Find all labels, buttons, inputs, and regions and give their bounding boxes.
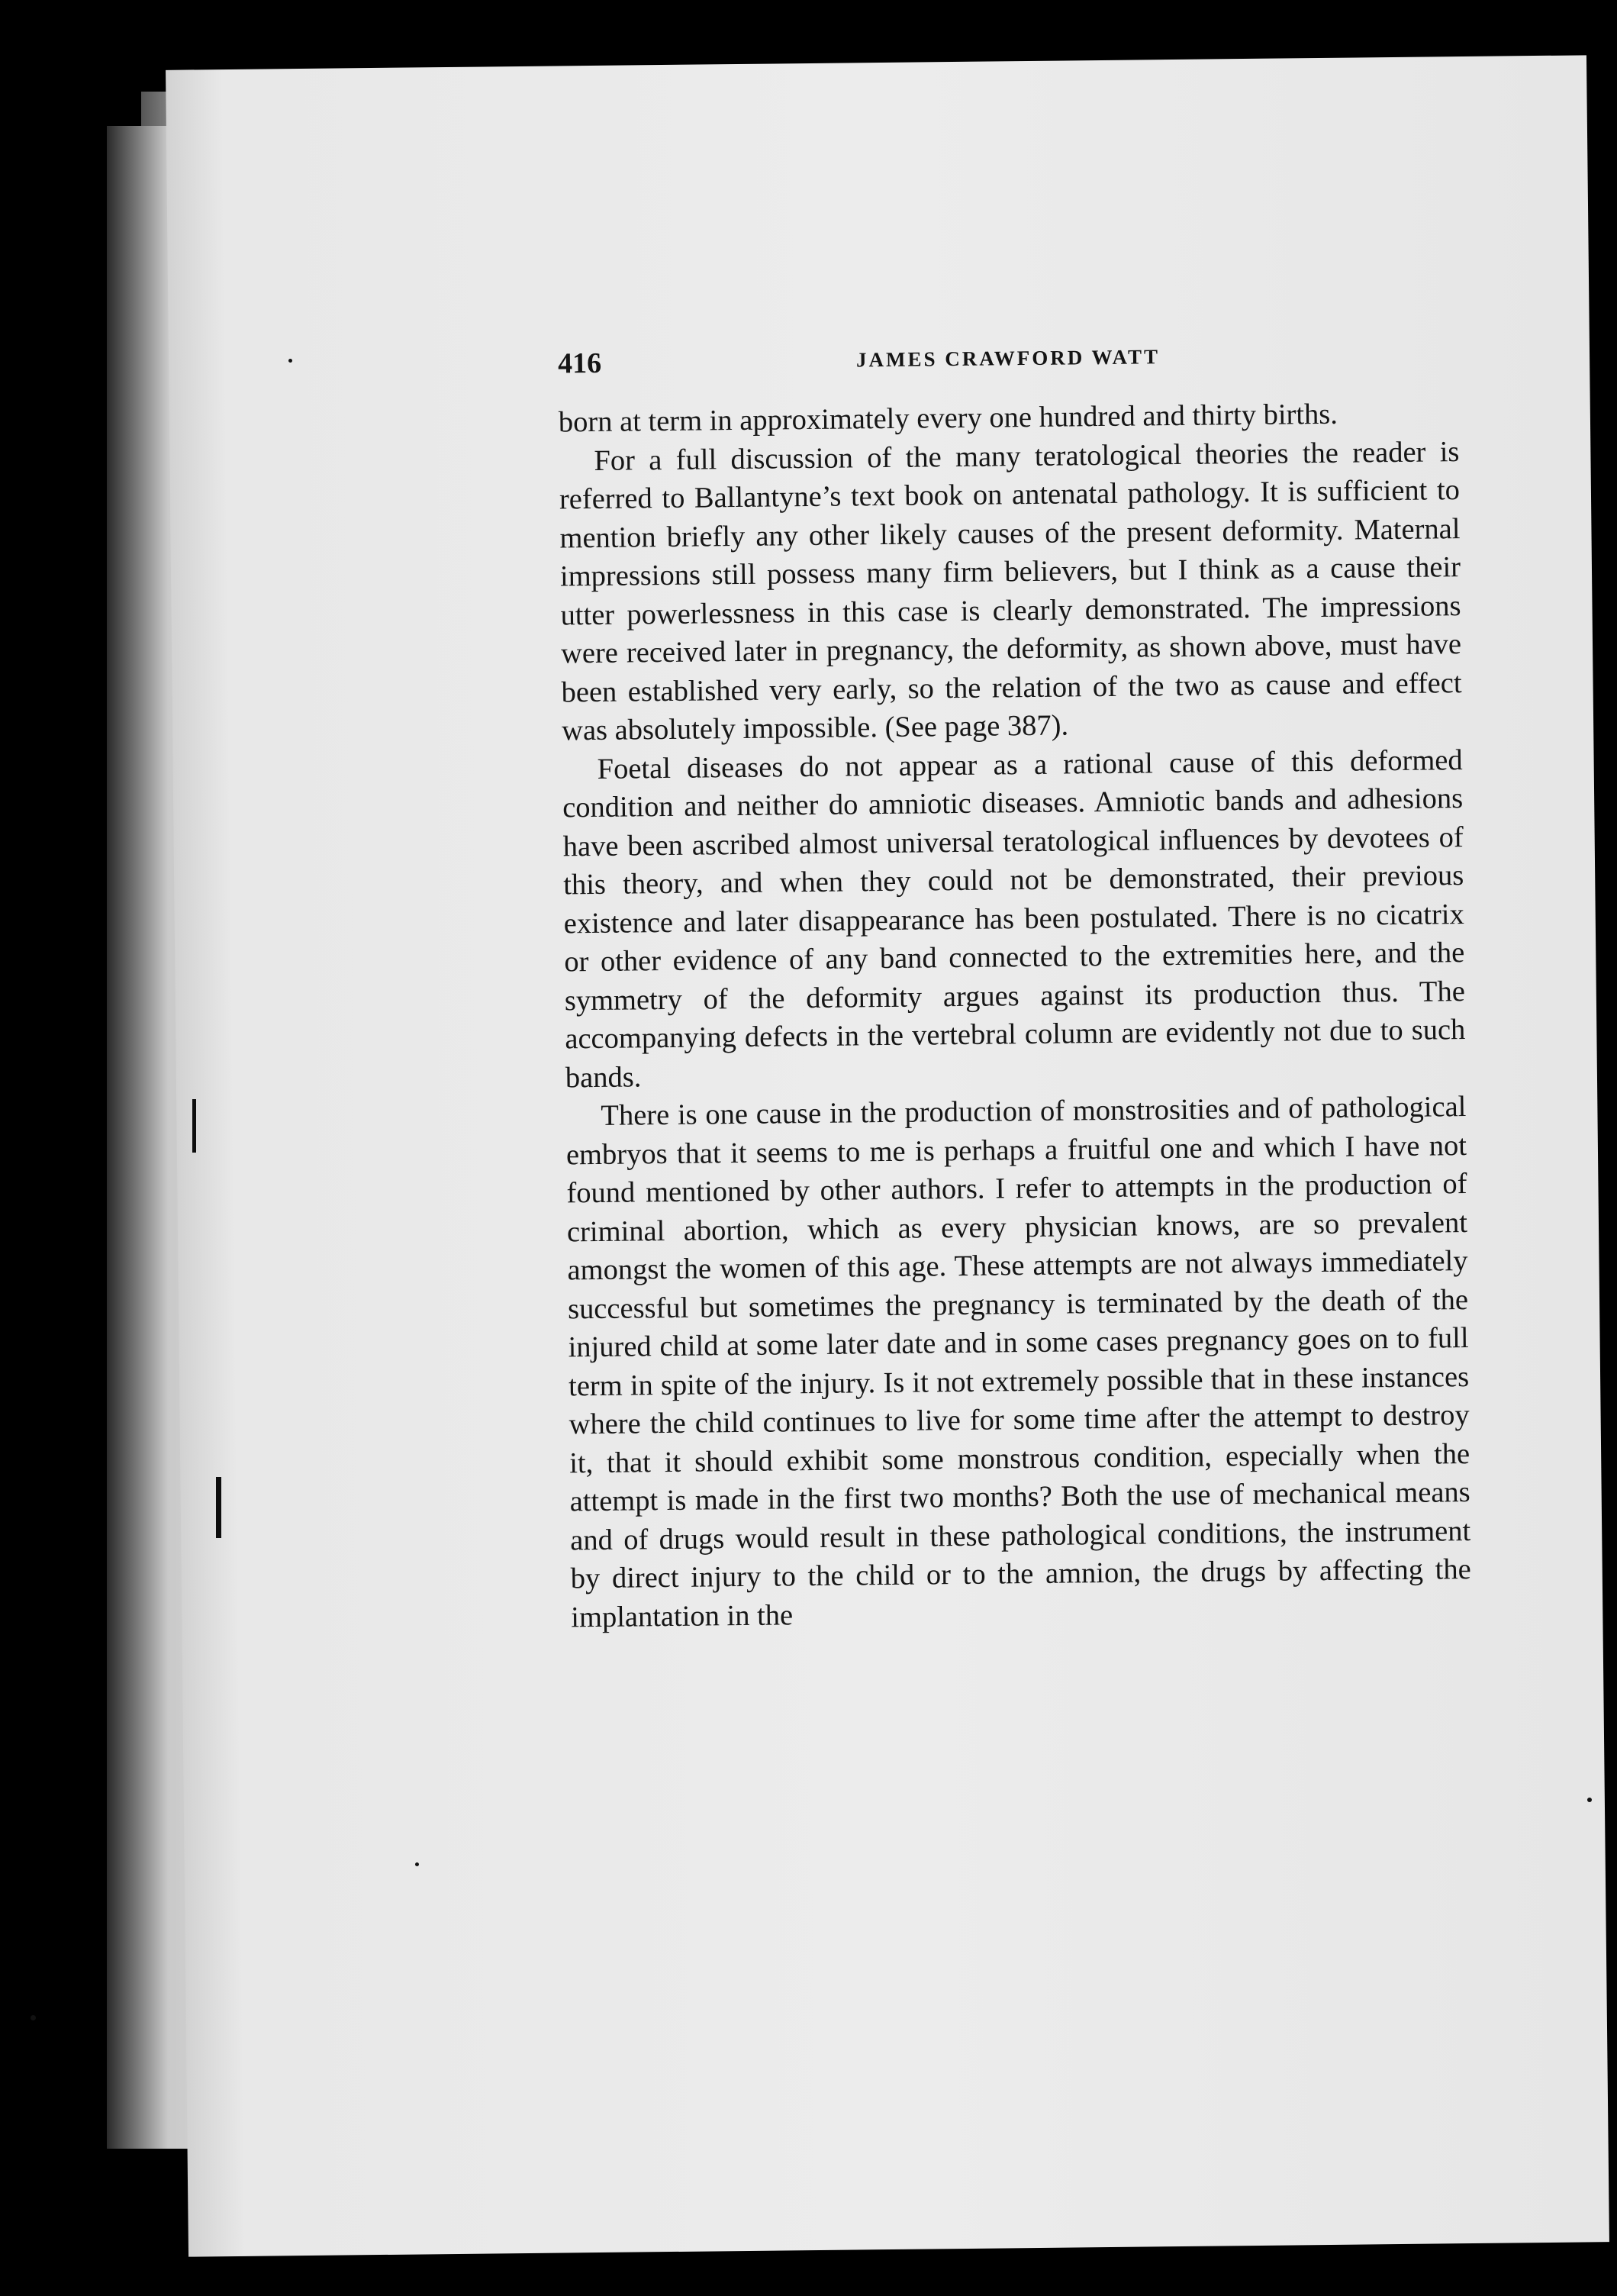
scan-artifact-mark-2 — [192, 1099, 196, 1153]
paragraph-1: born at term in approximately every one hundred and thirty births. — [558, 398, 1338, 439]
book-page — [166, 55, 1609, 2256]
scan-speck-2 — [415, 1862, 419, 1866]
text-block — [558, 337, 1472, 1637]
scan-speck — [288, 359, 292, 363]
body-text — [559, 394, 1472, 1637]
scan-speck-4 — [1587, 1798, 1592, 1802]
scan-speck-3 — [31, 2015, 36, 2020]
running-head — [558, 337, 1459, 392]
paragraph-3: Foetal diseases do not appear as a rational cause of this deformed condition and neither do amniotic diseases. Amniotic bands and adhesions have been ascribed almost universal teratological influences by devotees of this theory, and when they could not be demonstrated, their previous existence and later disappearance has been postulated. There is no cicatrix or other evidence of any band connected to the extremities here, and the symmetry of the deformity argues against its production thus. The accompanying defects in the vertebral column are evidently not due to such bands. — [562, 743, 1466, 1094]
scan-artifact-mark — [216, 1477, 221, 1538]
page-number: 416 — [557, 347, 602, 380]
running-title: JAMES CRAWFORD WATT — [855, 345, 1161, 372]
paragraph-2: For a full discussion of the many teratological theories the reader is referred to Ballantyne’s text book on antenatal pathology. It is sufficient to mention briefly any other likely causes of the present deformity. Maternal impressions still possess many firm believers, but I think as a cause their utter powerlessness in this case is clearly demonstrated. The impressions were received later in pregnancy, the deformity, as shown above, must have been established very early, so the relation of the two as cause and effect was absolutely impossible. (See page 387). — [559, 435, 1462, 747]
paragraph-4: There is one cause in the production of monstrosities and of pathological embryos that it seems to me is perhaps a fruitful one and which I have not found mentioned by other authors. I refer to attempts in the production of criminal abortion, which as every physician knows, are so prevalent amongst the women of this age. These attempts are not always immediately successful but sometimes the pregnancy is terminated by the death of the injured child at some later date and in some cases pregnancy goes on to full term in spite of the injury. Is it not extremely possible that in these instances where the child continues to live for some time after the attempt to destroy it, that it should exhibit some monstrous condition, especially when the attempt is made in the first two months? Both the use of mechanical means and of drugs would result in these pathological conditions, the instrument by direct injury to the child or to the amnion, the drugs by affecting the implantation in the — [565, 1091, 1471, 1633]
